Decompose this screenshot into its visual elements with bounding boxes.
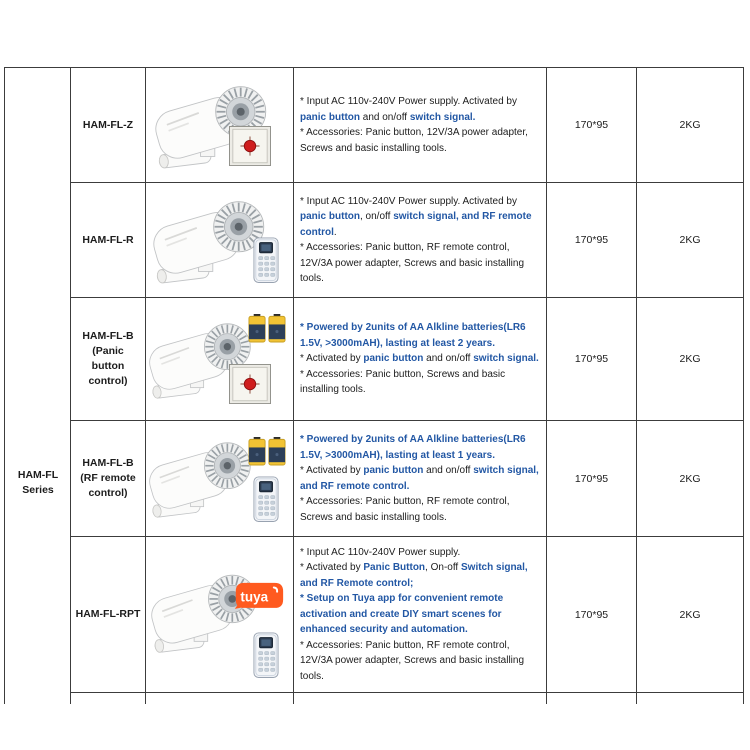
weight-value-cell: 2KG bbox=[637, 298, 744, 421]
description-paragraph bbox=[300, 494, 540, 525]
model-name-line: HAM-FL-B bbox=[82, 330, 134, 342]
plain-text: * Accessories: Panic button, RF remote control, 12V/3A power adapter, Screws and basic installing tools. bbox=[300, 639, 525, 682]
model-name-line: control) bbox=[88, 487, 128, 499]
description-text bbox=[300, 545, 540, 685]
plain-text: * Activated by bbox=[300, 465, 364, 476]
weight-value-cell: 2KG bbox=[637, 68, 744, 183]
description-paragraph bbox=[300, 94, 540, 125]
weight-value-cell: 2KG bbox=[637, 537, 744, 693]
size-value-cell: 170*95 bbox=[547, 183, 637, 298]
panic-button-icon bbox=[229, 364, 271, 409]
size-value-cell: 170*95 bbox=[547, 421, 637, 537]
plain-text: * Input AC 110v-240V Power supply. Activated by bbox=[300, 96, 517, 107]
table-row bbox=[5, 421, 744, 537]
product-image-cell bbox=[146, 537, 294, 693]
product-image-cell bbox=[146, 298, 294, 421]
highlighted-text: panic button bbox=[300, 211, 360, 222]
highlighted-text: * Setup on Tuya app for convenient remote activation and create DIY smart scenes for enhanced security and automation. bbox=[300, 593, 504, 636]
description-text bbox=[300, 432, 540, 525]
description-paragraph bbox=[300, 463, 540, 494]
series-column-segment bbox=[5, 68, 71, 183]
description-paragraph bbox=[300, 560, 540, 591]
cutoff-cell bbox=[146, 693, 294, 704]
product-image-cell bbox=[146, 68, 294, 183]
highlighted-text: panic button bbox=[363, 465, 424, 476]
table-rows-container bbox=[5, 68, 744, 704]
size-value-cell: 170*95 bbox=[547, 298, 637, 421]
description-paragraph bbox=[300, 351, 540, 367]
remote-control-icon bbox=[253, 632, 279, 683]
highlighted-text: panic button bbox=[363, 353, 424, 365]
model-name-cell bbox=[71, 421, 146, 537]
highlighted-text: * Powered by 2units of AA Alkline batteries(LR6 1.5V, >3000mAH), lasting at least 1 years. bbox=[300, 434, 526, 461]
series-label bbox=[5, 468, 71, 498]
description-paragraph bbox=[300, 591, 540, 638]
highlighted-text: Switch signal, and RF Remote control; bbox=[300, 562, 528, 589]
plain-text: and on/off bbox=[423, 465, 474, 476]
table-row bbox=[5, 298, 744, 421]
table-row bbox=[5, 537, 744, 693]
description-paragraph bbox=[300, 432, 540, 463]
description-paragraph bbox=[300, 367, 540, 398]
table-row bbox=[5, 183, 744, 298]
description-text bbox=[300, 194, 540, 287]
model-name-line: button bbox=[91, 360, 125, 372]
floodlight-image bbox=[148, 433, 256, 526]
series-column-segment bbox=[5, 183, 71, 298]
cutoff-cell bbox=[294, 693, 547, 704]
plain-text: * Input AC 110v-240V Power supply. Activated by bbox=[300, 195, 517, 207]
series-column-segment bbox=[5, 537, 71, 693]
highlighted-text: switch signal. bbox=[409, 111, 476, 123]
highlighted-text: switch signal, and RF remote control. bbox=[300, 465, 539, 492]
plain-text: * Accessories: Panic button, 12V/3A power adapter, Screws and basic installing tools. bbox=[300, 127, 528, 154]
description-paragraph bbox=[300, 125, 540, 156]
plain-text: , On-off bbox=[425, 562, 461, 574]
plain-text: * Accessories: Panic button, RF remote control, Screws and basic installing tools. bbox=[300, 496, 510, 523]
size-value-cell: 170*95 bbox=[547, 68, 637, 183]
model-name-line: control) bbox=[88, 375, 128, 387]
description-cell bbox=[294, 421, 547, 537]
remote-control-icon bbox=[253, 476, 279, 527]
plain-text: * Activated by bbox=[300, 562, 364, 574]
description-cell bbox=[294, 183, 547, 298]
cutoff-cell bbox=[637, 693, 744, 704]
highlighted-text: * Powered by 2units of AA Alkline batteries(LR6 1.5V, >3000mAH), lasting at least 2 years. bbox=[300, 322, 526, 349]
description-text bbox=[300, 94, 540, 156]
model-name-line: HAM-FL-RPT bbox=[75, 608, 141, 620]
weight-value-cell: 2KG bbox=[637, 183, 744, 298]
cutoff-cell bbox=[71, 693, 146, 704]
size-value-cell: 170*95 bbox=[547, 537, 637, 693]
cutoff-cell bbox=[547, 693, 637, 704]
model-name-cell bbox=[71, 183, 146, 298]
remote-control-icon bbox=[253, 237, 279, 288]
battery-icon bbox=[248, 314, 286, 348]
battery-icon bbox=[248, 437, 286, 471]
product-image-cell bbox=[146, 183, 294, 298]
plain-text: . bbox=[333, 226, 337, 238]
plain-text: and on/off bbox=[360, 111, 410, 123]
model-name-line: HAM-FL-Z bbox=[82, 118, 134, 131]
description-paragraph bbox=[300, 320, 540, 351]
highlighted-text: switch signal. bbox=[473, 353, 539, 365]
model-name-cell bbox=[71, 537, 146, 693]
description-paragraph bbox=[300, 638, 540, 685]
plain-text: and on/off bbox=[423, 353, 474, 365]
svg-text:tuya: tuya bbox=[240, 589, 269, 605]
plain-text: * Accessories: Panic button, RF remote control, 12V/3A power adapter, Screws and basic installing tools. bbox=[300, 242, 525, 284]
model-name-cell bbox=[71, 298, 146, 421]
series-column-segment bbox=[5, 298, 71, 421]
highlighted-text: switch signal, and RF remote control bbox=[300, 211, 532, 238]
cutoff-row bbox=[5, 693, 744, 704]
panic-button-icon bbox=[229, 126, 271, 171]
series-word: Series bbox=[22, 484, 54, 496]
model-name-line: (RF remote bbox=[80, 472, 136, 484]
highlighted-text: Panic Button bbox=[363, 562, 426, 574]
cutoff-cell bbox=[5, 693, 71, 704]
description-paragraph bbox=[300, 240, 540, 287]
model-name-line: HAM-FL-R bbox=[82, 233, 134, 246]
plain-text: * Accessories: Panic button, Screws and basic installing tools. bbox=[300, 368, 506, 396]
table-row bbox=[5, 68, 744, 183]
tuya-logo bbox=[233, 581, 285, 616]
weight-value-cell: 2KG bbox=[637, 421, 744, 537]
model-name-line: (Panic bbox=[92, 345, 124, 357]
model-name-line: HAM-FL-B bbox=[82, 457, 134, 469]
description-paragraph bbox=[300, 194, 540, 241]
plain-text: * Input AC 110v-240V Power supply. bbox=[300, 546, 461, 558]
product-image-cell bbox=[146, 421, 294, 537]
plain-text: * Activated by bbox=[300, 353, 364, 365]
series-name: HAM-FL bbox=[17, 469, 59, 481]
description-text bbox=[300, 320, 540, 398]
description-paragraph bbox=[300, 545, 540, 561]
plain-text: , on/off bbox=[360, 211, 394, 222]
product-spec-table bbox=[4, 67, 744, 704]
description-cell bbox=[294, 68, 547, 183]
highlighted-text: panic button bbox=[300, 111, 360, 123]
description-cell bbox=[294, 537, 547, 693]
description-cell bbox=[294, 298, 547, 421]
model-name-cell bbox=[71, 68, 146, 183]
